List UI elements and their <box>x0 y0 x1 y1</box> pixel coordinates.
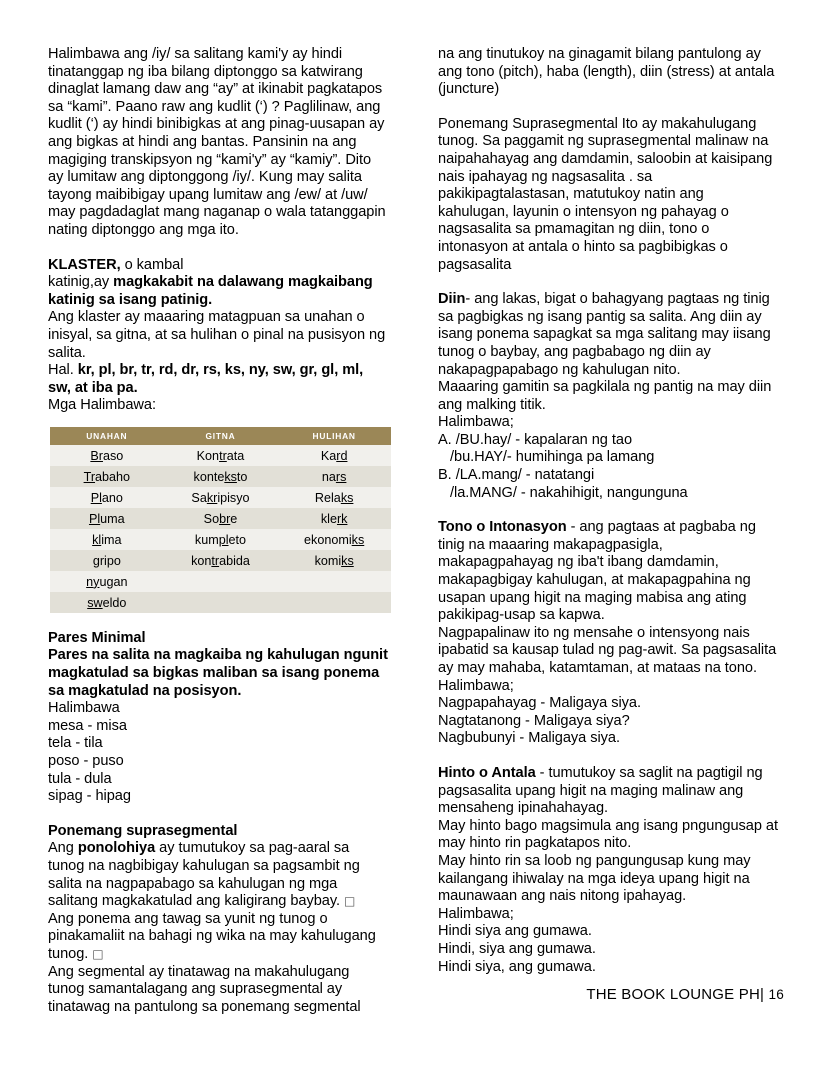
table-cell: konteksto <box>164 466 278 487</box>
klaster-examples <box>48 362 388 397</box>
klaster-examples-table <box>50 427 391 613</box>
cluster-underline: tr <box>219 448 227 463</box>
missing-glyph-icon: □ <box>344 894 356 909</box>
cluster-underline: rk <box>336 511 348 526</box>
diin-examples-label: Halimbawa; <box>438 414 514 431</box>
klaster-definition-bold: magkakabit na dalawang magkaibang katinig sa isang patinig. <box>48 274 373 308</box>
table-cell: sweldo <box>50 592 164 613</box>
table-row <box>50 550 391 571</box>
hinto-example: Hindi, siya ang gumawa. <box>438 940 596 957</box>
table-cell <box>277 592 391 613</box>
table-row <box>50 508 391 529</box>
table-cell: Kard <box>277 445 391 466</box>
cluster-underline: br <box>219 511 231 526</box>
hinto-example: Hindi siya ang gumawa. <box>438 923 592 940</box>
hinto-example: Hindi siya, ang gumawa. <box>438 958 596 975</box>
suprasegmental-paragraph-1 <box>48 840 388 910</box>
cluster-underline: rd <box>336 448 348 463</box>
table-row <box>50 466 391 487</box>
diin-example: B. /LA.mang/ - natatangi <box>438 467 595 484</box>
diin-example: A. /BU.hay/ - kapalaran ng tao <box>438 431 633 448</box>
table-cell: komiks <box>277 550 391 571</box>
two-column-layout <box>48 46 784 1016</box>
diin-body: - ang lakas, bigat o bahagyang pagtaas ng tinig sa pagbigkas ng isang pantig sa salita. Ang diin ay isang ponema sapagkat sa mga salitang may iisang tunog o baybay, ang pagbabago ng diin ay nakapagpapabago ng kahulugan nito. <box>438 291 771 378</box>
tono-example: Nagbubunyi - Maligaya siya. <box>438 730 620 747</box>
suprasegmental-paragraph-2 <box>48 911 388 964</box>
cluster-underline: ks <box>224 469 237 484</box>
tono-body: - ang pagtaas at pagbaba ng tinig na maaaring makapagpasigla, makapagpahayag ng iba't ibang damdamin, makapagbigay kahulugan, at makapagpahina ng usapan upang higit na maging mabisa ang ating pakikipag-usap sa kapwa. <box>438 519 756 624</box>
tono-heading: Tono o Intonasyon <box>438 519 567 536</box>
suprasegmental-p2-text: Ang ponema ang tawag sa yunit ng tunog o pinakamaliit na bahagi ng wika na may kahulugang tunog. <box>48 910 376 962</box>
suprasegmental-heading <box>48 823 388 841</box>
cluster-underline: ks <box>341 553 354 568</box>
table-cell: Sobre <box>164 508 278 529</box>
cluster-underline: ny <box>86 574 100 589</box>
table-cell <box>164 592 278 613</box>
hinto-examples-label: Halimbawa; <box>438 905 514 922</box>
suprasegmental-body-paragraph: Ponemang Suprasegmental Ito ay makahulugang tunog. Sa paggamit ng suprasegmental malinaw na naipahahayag ang damdamin, saloobin at kaisipang nais ipahayag ng nagsasalita . sa pakikipagtalastasan, matutukoy natin ang kahulugan, layunin o intensyon ng pahayag o nagsasalita sa pmamagitan ng diin, tono o intonasyon at antala o hinto sa pagbibigkas o pagsasalita <box>438 115 773 273</box>
tono-paragraph-2: Nagpapalinaw ito ng mensahe o intensyong nais ipabatid sa kausap tulad ng pag-awit. Sa pagsasalita ay may mahaba, katamtaman, at mataas na tono. <box>438 624 777 676</box>
cluster-underline: rs <box>335 469 347 484</box>
table-cell <box>164 571 278 592</box>
klaster-examples-bold: kr, pl, br, tr, rd, dr, rs, ks, ny, sw, gr, gl, ml, sw, at iba pa. <box>48 362 364 396</box>
table-cell: Sakripisyo <box>164 487 278 508</box>
table-cell: Kontrata <box>164 445 278 466</box>
hinto-paragraph-3: May hinto rin sa loob ng pangungusap kung may kailangang ihiwalay na mga ideya upang higit na maunawaan ang nais nitong ipahayag. <box>438 852 751 905</box>
klaster-heading <box>48 257 388 275</box>
table-row <box>50 445 391 466</box>
page-footer <box>586 986 784 1003</box>
cluster-underline: Pl <box>88 511 101 526</box>
cluster-underline: kr <box>206 490 218 505</box>
table-cell: nyugan <box>50 571 164 592</box>
tono-example: Nagpapahayag - Maligaya siya. <box>438 695 641 712</box>
table-row <box>50 529 391 550</box>
diin-paragraph <box>438 291 778 379</box>
pares-minimal-example: tela - tila <box>48 735 103 752</box>
table-row <box>50 592 391 613</box>
diin-paragraph-2: Maaaring gamitin sa pagkilala ng pantig na may diin ang malking titik. <box>438 379 772 413</box>
klaster-definition <box>48 274 388 309</box>
table-row <box>50 571 391 592</box>
suprasegmental-heading-text: Ponemang suprasegmental <box>48 822 238 839</box>
left-column <box>48 46 388 1016</box>
table-head <box>50 427 391 445</box>
table-cell: Pluma <box>50 508 164 529</box>
cluster-underline: kl <box>92 532 102 547</box>
cluster-underline: ks <box>340 490 354 505</box>
table-cell: klerk <box>277 508 391 529</box>
table-col-header-hulihan: HULIHAN <box>277 427 391 445</box>
tono-examples-label: Halimbawa; <box>438 677 514 694</box>
hinto-paragraph <box>438 765 778 818</box>
pares-minimal-definition <box>48 647 388 700</box>
cluster-underline: Br <box>90 448 103 463</box>
table-cell: nars <box>277 466 391 487</box>
klaster-description: Ang klaster ay maaaring matagpuan sa unahan o inisyal, sa gitna, at sa hulihan o pinal na pusisyon ng salita. <box>48 309 386 361</box>
table-cell: klima <box>50 529 164 550</box>
cluster-underline: Pl <box>90 490 102 505</box>
table-cell: ekonomiks <box>277 529 391 550</box>
pares-minimal-example: mesa - misa <box>48 717 127 734</box>
klaster-table-label: Mga Halimbawa: <box>48 397 156 414</box>
table-cell: kontrabida <box>164 550 278 571</box>
pares-minimal-example: poso - puso <box>48 753 124 770</box>
suprasegmental-p1-bold: ponolohiya <box>77 840 156 857</box>
pares-minimal-heading-text: Pares Minimal <box>48 629 146 646</box>
table-col-header-unahan: UNAHAN <box>50 427 164 445</box>
table-cell: Braso <box>50 445 164 466</box>
cluster-underline: sw <box>87 595 103 610</box>
cluster-underline: Tr <box>83 469 96 484</box>
pares-minimal-example: sipag - hipag <box>48 788 131 805</box>
diin-example: /bu.HAY/- humihinga pa lamang <box>438 449 655 466</box>
diin-example: /la.MANG/ - nakahihigit, nangunguna <box>438 484 688 501</box>
footer-separator: | <box>759 986 765 1003</box>
diin-heading: Diin <box>438 291 466 308</box>
cluster-underline: tr <box>211 553 220 568</box>
table-cell <box>277 571 391 592</box>
table-body <box>50 445 391 613</box>
table-cell: Plano <box>50 487 164 508</box>
table-cell: gripo <box>50 550 164 571</box>
pares-minimal-example: tula - dula <box>48 770 112 787</box>
klaster-heading-bold: KLASTER, <box>48 256 121 273</box>
table-row <box>50 487 391 508</box>
cluster-underline: ks <box>351 532 365 547</box>
klaster-examples-label: Hal. <box>48 362 78 379</box>
footer-brand: THE BOOK LOUNGE PH <box>586 986 760 1003</box>
klaster-heading-rest: o kambal <box>120 256 184 273</box>
continuation-paragraph: na ang tinutukoy na ginagamit bilang pantulong ay ang tono (pitch), haba (length), diin (stress) at antala (juncture) <box>438 46 775 98</box>
hinto-body: - tumutukoy sa saglit na pagtigil ng pagsasalita upang higit na maging malinaw ang mensaheng ipinahahayag. <box>438 764 763 817</box>
table-header-row <box>50 427 391 445</box>
pares-minimal-heading <box>48 630 388 648</box>
hinto-paragraph-2: May hinto bago magsimula ang isang pngungusap at may hinto rin pagkatapos nito. <box>438 817 778 852</box>
tono-paragraph <box>438 519 778 625</box>
pares-minimal-examples-label: Halimbawa <box>48 700 120 717</box>
hinto-heading: Hinto o Antala <box>438 764 536 781</box>
missing-glyph-icon: □ <box>92 946 104 961</box>
footer-page-number: 16 <box>768 987 784 1002</box>
suprasegmental-p1-post: ay tumutukoy sa pag-aaral sa tunog na nagbibigay kahulugan sa pagsambit ng salita na nagpapabago sa kahulugan ng mga salitang magkakatulad ang kaligirang baybay. <box>48 840 360 910</box>
pares-minimal-definition-text: Pares na salita na magkaiba ng kahulugan ngunit magkatulad sa bigkas maliban sa isang ponema sa magkatulad na posisyon. <box>48 647 388 699</box>
table-col-header-gitna: GITNA <box>164 427 278 445</box>
right-column <box>438 46 778 1016</box>
klaster-definition-plain: katinig,ay <box>48 274 114 291</box>
intro-paragraph: Halimbawa ang /iy/ sa salitang kami'y ay hindi tinatanggap ng iba bilang diptonggo sa katwirang dinaglat lamang daw ang “ay” at ikinabit pagkatapos sa “kami”. Paano raw ang kudlit (‘) ? Paglilinaw, ang kudlit (‘) ay hindi binibigkas at ang pinag-uusapan ay ang bigkas at hindi ang bantas. Pansinin na ang magiging transkipsyon ng “kami'y” ay “kamiy”. Dito ay lumitaw ang diptonggong /iy/. Kung may salita tayong maibibigay upang lumitaw ang /ew/ at /uw/ may pagdadaglat mang naganap o wala tatanggapin nating diptonggo ang mga ito. <box>48 46 386 238</box>
table-cell: Trabaho <box>50 466 164 487</box>
suprasegmental-paragraph-3: Ang segmental ay tinatawag na makahulugang tunog samantalagang ang suprasegmental ay tinatawag na pantulong sa ponemang segmental <box>48 963 361 1015</box>
table-cell: Relaks <box>277 487 391 508</box>
cluster-underline: pl <box>218 532 229 547</box>
tono-example: Nagtatanong - Maligaya siya? <box>438 712 630 729</box>
table-cell: kumpleto <box>164 529 278 550</box>
suprasegmental-p1-pre: Ang <box>48 840 78 857</box>
